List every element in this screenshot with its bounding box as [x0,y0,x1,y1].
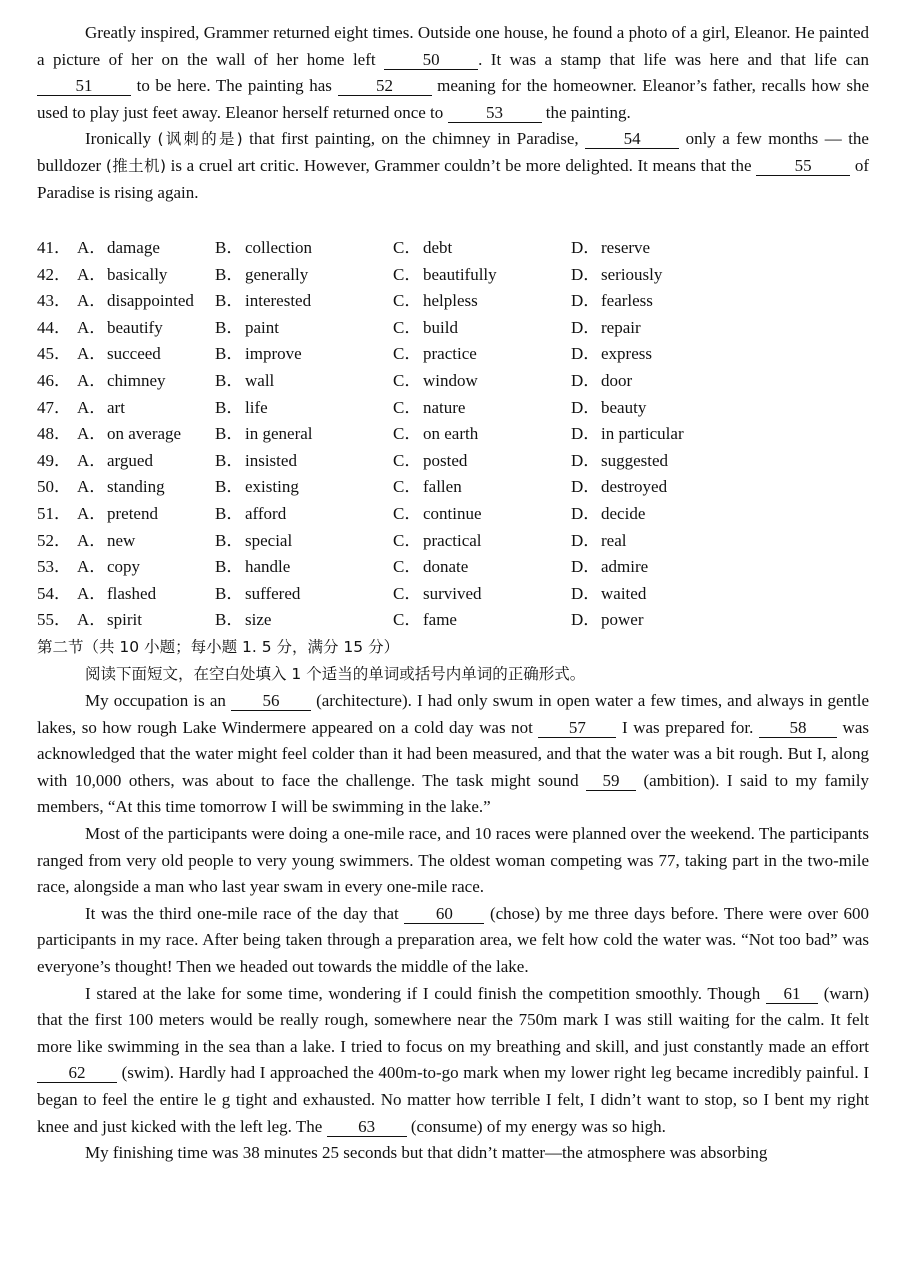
option-text: destroyed [601,477,668,497]
option-text: on earth [423,424,479,444]
question-number: 44． [37,317,71,337]
option-letter: D． [571,291,601,311]
question-number: 55． [37,610,71,630]
option-row [37,501,869,528]
option-letter: A． [77,583,107,603]
text-run: meaning for the homeowner. Eleanor’s father, recalls how she used to play just feet away. Eleanor herself returned once to [37,76,869,122]
blank-58: 58 [759,719,837,738]
option-text: improve [245,344,302,364]
option-text: power [601,610,644,630]
text-run: (consume) of my energy was so high. [406,1116,666,1136]
text-run: Greatly inspired, Grammer returned eight times. Outside one house, he found a photo of a girl, Eleanor. He painted a picture of her on the wall of her home left [37,23,869,69]
option-text: waited [601,583,647,603]
option-d [571,581,771,608]
option-c [393,607,571,634]
option-b [215,581,393,608]
option-letter: A． [77,530,107,550]
option-d [571,421,771,448]
option-row [37,421,869,448]
option-letter: B． [215,264,244,284]
option-text: express [601,344,652,364]
option-letter: B． [215,557,244,577]
option-row [37,341,869,368]
option-letter: A． [77,503,107,523]
option-a [77,262,215,289]
option-c [393,501,571,528]
option-a [77,368,215,395]
option-b [215,448,393,475]
option-letter: C． [393,317,422,337]
blank-51: 51 [37,77,131,96]
option-d [571,528,771,555]
option-d [571,288,771,315]
blank-55: 55 [756,157,850,176]
option-b [215,607,393,634]
text-run: I was prepared for. [616,717,759,737]
text-run: I stared at the lake for some time, wondering if I could finish the competition smoothly. Though [85,983,766,1003]
grammar-paragraph-4 [37,981,869,1141]
option-letter: C． [393,557,422,577]
option-text: interested [245,291,312,311]
option-letter: D． [571,424,601,444]
option-a [77,554,215,581]
option-text: window [423,370,478,390]
option-b [215,288,393,315]
option-text: seriously [601,264,663,284]
text-run: (architecture). I had only swum in open water a few times, and always in gentle lakes, so how rough Lake Windermere appeared on a cold day was not [37,691,869,737]
text-run: was acknowledged that the water might feel colder than it had been measured, and that the water was a bit rough. But I, along with 10,000 others, was about to face the challenge. The task might sound [37,717,869,790]
section-2 [37,634,869,687]
option-letter: D． [571,450,601,470]
option-text: reserve [601,238,651,257]
option-letter: D． [571,317,601,337]
text-run: (swim). Hardly had I approached the 400m-to-go mark when my lower right leg became incredibly painful. I began to feel the entire le g tight and exhausted. No matter how terrible I felt, I didn’t want to stop, so I bent my right knee and just kicked with the left leg. The [37,1063,869,1136]
chinese-gloss: (讽刺的是) [157,130,243,149]
option-a [77,341,215,368]
text-run: It was the third one-mile race of the day that [85,903,405,923]
text-run: (warn) that the first 100 meters would be really rough, somewhere near the 750m mark I was still waiting for the calm. It felt more like swimming in the sea than a lake. I tried to focus on my breathing and skill, and just constantly made an effort [37,983,869,1056]
option-b [215,554,393,581]
option-c [393,235,571,262]
option-text: nature [423,397,466,417]
option-row [37,607,869,634]
option-letter: C． [393,238,422,257]
option-d [571,474,771,501]
option-text: generally [245,264,309,284]
option-a [77,235,215,262]
option-a [77,395,215,422]
option-text: posted [423,450,468,470]
text-run: My occupation is an [85,691,231,710]
option-d [571,607,771,634]
grammar-paragraph-1 [37,688,869,821]
blank-61: 61 [766,985,818,1004]
option-text: paint [245,317,279,337]
option-b [215,474,393,501]
option-letter: C． [393,370,422,390]
option-text: door [601,370,633,390]
question-number: 52． [37,530,71,550]
option-letter: D． [571,583,601,603]
text-run: Ironically [85,129,158,149]
text-run: the painting. [541,102,631,122]
option-letter: D． [571,610,601,630]
option-row [37,528,869,555]
option-c [393,315,571,342]
option-letter: A． [77,238,107,257]
option-letter: D． [571,530,601,550]
text-run: is a cruel art critic. However, Grammer couldn’t be more delighted. It means that the [166,155,757,175]
cloze-paragraph-2 [37,126,869,206]
option-text: copy [107,557,141,577]
option-row [37,288,869,315]
option-c [393,474,571,501]
question-number: 54． [37,583,71,603]
option-text: build [423,317,458,337]
question-number: 49． [37,450,71,470]
text-run: only a few months — the bulldozer [37,129,869,175]
option-letter: C． [393,530,422,550]
option-letter: C． [393,610,422,630]
option-b [215,368,393,395]
option-c [393,554,571,581]
option-letter: D． [571,503,601,523]
option-row [37,554,869,581]
option-letter: C． [393,291,422,311]
question-number: 48． [37,424,71,444]
blank-54: 54 [585,130,679,149]
option-letter: C． [393,583,422,603]
option-text: debt [423,238,453,257]
option-text: fearless [601,291,653,311]
question-number: 53． [37,557,71,577]
option-a [77,501,215,528]
cloze-passage [37,20,869,206]
option-row [37,448,869,475]
option-letter: B． [215,503,244,523]
option-a [77,288,215,315]
option-c [393,581,571,608]
option-letter: A． [77,557,107,577]
option-letter: A． [77,424,107,444]
option-c [393,528,571,555]
option-letter: D． [571,238,601,257]
option-letter: C． [393,477,422,497]
question-number: 47． [37,397,71,417]
chinese-gloss: (推土机) [105,156,167,175]
option-text: wall [245,370,275,390]
option-text: basically [107,264,168,284]
option-text: special [245,530,293,550]
option-text: afford [245,503,287,523]
question-number: 50． [37,477,71,497]
blank-53: 53 [448,104,542,123]
option-row [37,368,869,395]
option-letter: A． [77,291,107,311]
option-text: donate [423,557,469,577]
option-text: in particular [601,424,684,444]
option-letter: A． [77,370,107,390]
option-letter: B． [215,477,244,497]
option-text: helpless [423,291,478,311]
grammar-paragraph-3 [37,901,869,981]
option-text: decide [601,503,646,523]
option-d [571,341,771,368]
option-c [393,341,571,368]
option-c [393,448,571,475]
option-text: suffered [245,583,301,603]
option-letter: A． [77,450,107,470]
option-text: pretend [107,503,158,523]
option-b [215,315,393,342]
option-text: real [601,530,627,550]
option-text: new [107,530,136,550]
option-row [37,474,869,501]
grammar-paragraph-2: Most of the participants were doing a one-mile race, and 10 races were planned over the weekend. The participants ranged from very old people to very young swimmers. The oldest woman competing was 77, taking part in the two-mile race, alongside a man who last year swam in every one-mile race. [37,823,869,897]
cloze-paragraph-1 [37,20,869,126]
question-number: 51． [37,503,71,523]
option-a [77,474,215,501]
option-text: continue [423,503,482,523]
text-run: (ambition). I said to my family members, “At this time tomorrow I will be swimming in the lake.” [37,770,869,817]
option-b [215,262,393,289]
option-text: suggested [601,450,669,470]
option-text: practice [423,344,477,364]
option-letter: C． [393,344,422,364]
option-letter: B． [215,397,244,417]
option-text: handle [245,557,291,577]
option-a [77,315,215,342]
blank-62: 62 [37,1064,117,1083]
option-a [77,607,215,634]
option-letter: C． [393,424,422,444]
option-text: in general [245,424,313,444]
blank-52: 52 [338,77,432,96]
option-letter: B． [215,291,244,311]
option-text: fallen [423,477,462,497]
option-row [37,581,869,608]
option-d [571,368,771,395]
question-number: 42． [37,264,71,284]
option-text: art [107,397,125,417]
option-row [37,262,869,289]
grammar-paragraph-5: My finishing time was 38 minutes 25 seconds but that didn’t matter—the atmosphere was absorbing [85,1143,768,1163]
option-letter: B． [215,424,244,444]
text-run: (chose) by me three days before. There were over 600 participants in my race. After being taken through a preparation area, we felt how cold the water was. “Not too bad” was everyone’s thought! Then we headed out towards the middle of the lake. [37,903,869,976]
blank-50: 50 [384,51,478,70]
option-text: chimney [107,370,166,390]
option-text: practical [423,530,482,550]
option-text: beautify [107,317,163,337]
option-letter: A． [77,317,107,337]
option-d [571,554,771,581]
option-d [571,315,771,342]
option-text: spirit [107,610,142,630]
option-b [215,395,393,422]
option-text: collection [245,238,313,257]
option-letter: D． [571,344,601,364]
text-run: to be here. The painting has [131,76,338,96]
option-letter: A． [77,397,107,417]
option-text: flashed [107,583,157,603]
option-text: beauty [601,397,647,417]
option-a [77,581,215,608]
blank-56: 56 [231,692,311,711]
option-d [571,501,771,528]
question-number: 45． [37,344,71,364]
option-letter: C． [393,450,422,470]
option-text: beautifully [423,264,497,284]
option-row [37,395,869,422]
option-text: standing [107,477,165,497]
option-letter: D． [571,477,601,497]
option-text: life [245,397,268,417]
blank-57: 57 [538,719,616,738]
option-text: on average [107,424,182,444]
option-d [571,395,771,422]
grammar-passage [37,688,869,1167]
blank-59: 59 [586,772,636,791]
options-list [37,235,869,634]
option-letter: A． [77,264,107,284]
question-number: 46． [37,370,71,390]
option-letter: B． [215,583,244,603]
option-letter: B． [215,317,244,337]
option-b [215,421,393,448]
option-letter: B． [215,610,244,630]
option-letter: D． [571,397,601,417]
blank-60: 60 [404,905,484,924]
option-text: damage [107,238,160,257]
option-c [393,395,571,422]
option-letter: B． [215,238,244,257]
option-text: insisted [245,450,297,470]
option-d [571,448,771,475]
option-text: succeed [107,344,161,364]
blank-63: 63 [327,1118,407,1137]
option-letter: C． [393,397,422,417]
option-letter: B． [215,450,244,470]
option-letter: D． [571,370,601,390]
option-letter: A． [77,610,107,630]
option-letter: B． [215,344,244,364]
section-heading: 第二节（共 10 小题；每小题 1. 5 分，满分 15 分） [37,638,400,656]
option-letter: A． [77,477,107,497]
option-b [215,235,393,262]
option-a [77,448,215,475]
text-run: . It was a stamp that life was here and that life can [478,49,870,69]
option-text: repair [601,317,641,337]
option-text: size [245,610,272,630]
option-b [215,528,393,555]
option-d [571,262,771,289]
question-number: 41． [37,238,71,257]
option-text: fame [423,610,457,630]
option-letter: C． [393,264,422,284]
option-a [77,528,215,555]
option-text: disappointed [107,291,194,311]
option-d [571,235,771,262]
text-run: of Paradise is rising again. [37,155,869,202]
option-letter: C． [393,503,422,523]
option-letter: B． [215,530,244,550]
option-letter: D． [571,264,601,284]
question-number: 43． [37,291,71,311]
option-c [393,288,571,315]
option-row [37,235,869,262]
option-text: admire [601,557,649,577]
option-text: survived [423,583,482,603]
section-instruction: 阅读下面短文，在空白处填入 1 个适当的单词或括号内单词的正确形式。 [85,664,586,683]
option-text: argued [107,450,153,470]
option-b [215,501,393,528]
option-c [393,421,571,448]
text-run: that first painting, on the chimney in Paradise, [242,129,586,149]
option-c [393,368,571,395]
option-letter: B． [215,370,244,390]
option-b [215,341,393,368]
option-a [77,421,215,448]
option-c [393,262,571,289]
option-row [37,315,869,342]
option-text: existing [245,477,299,497]
option-letter: D． [571,557,601,577]
option-letter: A． [77,344,107,364]
